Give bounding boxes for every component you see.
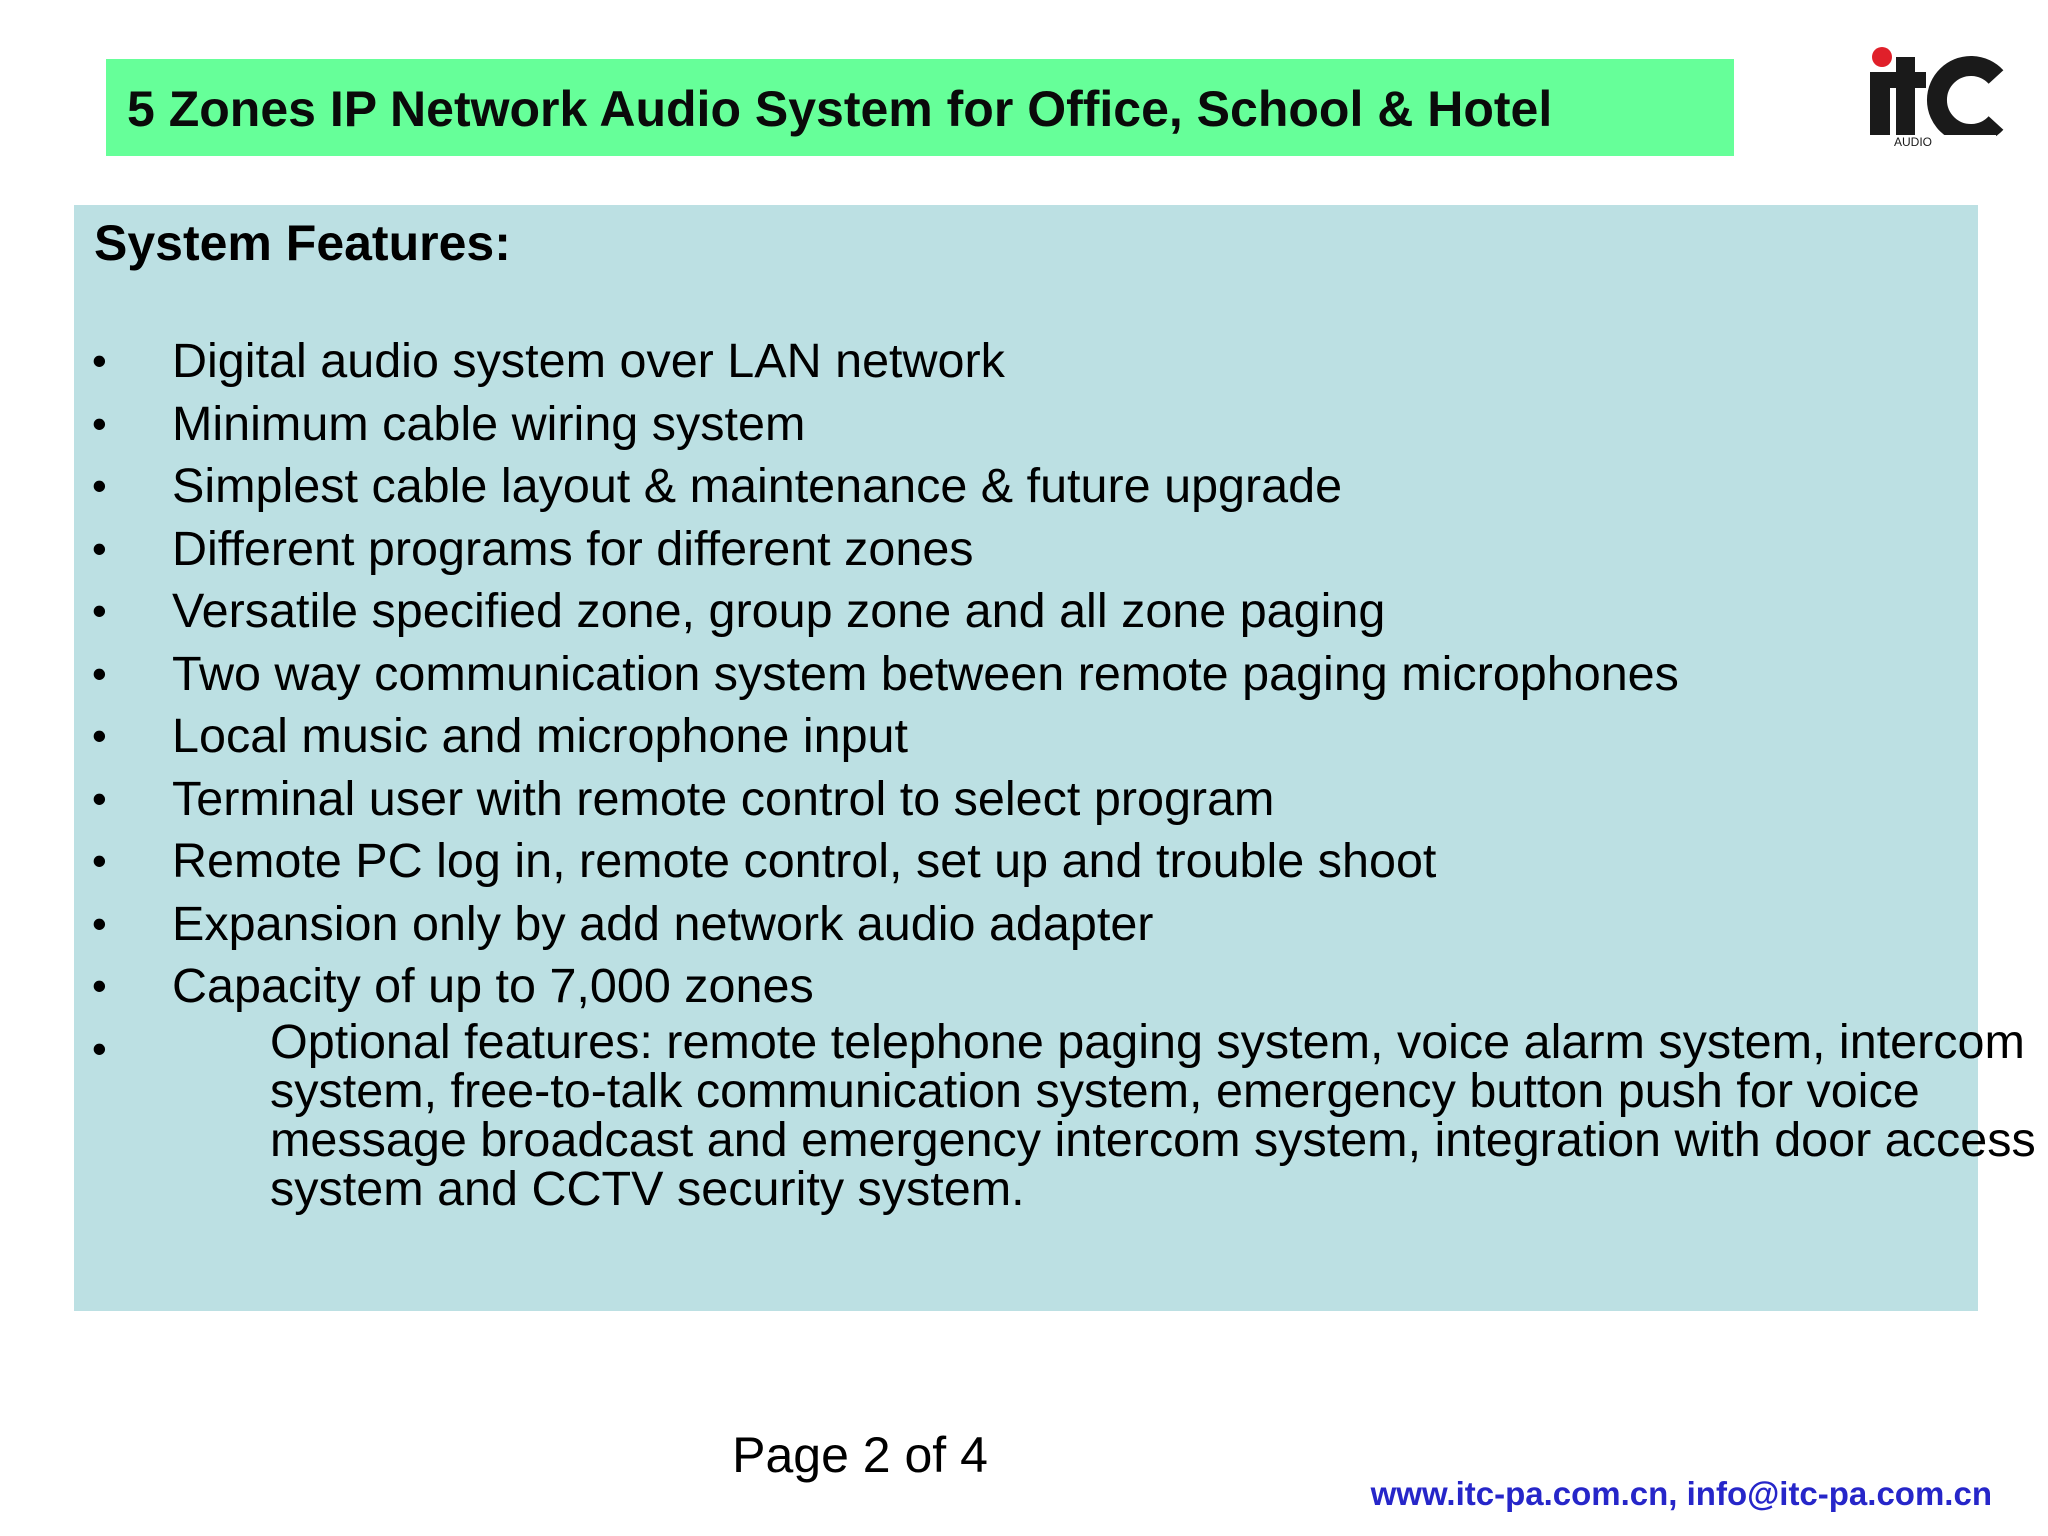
bullet-icon: • (92, 399, 107, 447)
itc-audio-logo (1868, 45, 2008, 150)
feature-text: Expansion only by add network audio adapter (172, 896, 1154, 951)
feature-text: Capacity of up to 7,000 zones (172, 959, 814, 1013)
feature-text: Simplest cable layout & maintenance & future upgrade (172, 459, 1343, 513)
bullet-icon: • (92, 649, 107, 697)
feature-item (74, 393, 1978, 456)
feature-text: Two way communication system between remote paging microphones (172, 646, 1679, 701)
feature-item (74, 893, 1978, 956)
feature-text: Versatile specified zone, group zone and all zone paging (172, 584, 1386, 638)
bullet-icon: • (92, 587, 107, 634)
feature-item (74, 455, 1978, 518)
itc-logo-icon (1868, 45, 2008, 150)
feature-item (74, 580, 1978, 643)
bullet-icon: • (92, 712, 107, 759)
features-panel (74, 205, 2036, 1311)
bullet-icon: • (92, 1024, 107, 1072)
feature-item (74, 330, 1978, 393)
feature-text: Minimum cable wiring system (172, 396, 806, 451)
document-title: 5 Zones IP Network Audio System for Office, School & Hotel (127, 81, 1553, 137)
feature-item (74, 643, 1978, 706)
logo-subtext: AUDIO (1894, 135, 1933, 149)
bullet-icon: • (92, 462, 107, 509)
bullet-icon: • (92, 962, 107, 1009)
feature-item (74, 1014, 2036, 1216)
bullet-icon: • (92, 774, 107, 822)
bullet-icon: • (92, 524, 107, 572)
feature-text: Optional features: remote telephone paging system, voice alarm system, intercom system, free-to-talk communication system, emergency button push for voice message broadcast and emergency intercom system, integration with door access system and CCTV security system. (270, 1014, 2036, 1216)
bullet-icon: • (92, 899, 107, 947)
page-number: Page 2 of 4 (732, 1427, 988, 1483)
feature-text: Terminal user with remote control to select program (172, 771, 1275, 826)
feature-item (74, 955, 1978, 1018)
feature-text: Different programs for different zones (172, 521, 974, 576)
features-heading: System Features: (94, 215, 511, 271)
feature-item (74, 768, 1978, 831)
feature-text: Remote PC log in, remote control, set up and trouble shoot (172, 834, 1437, 888)
contact-info: www.itc-pa.com.cn, info@itc-pa.com.cn (1370, 1475, 1992, 1512)
feature-item (74, 705, 1978, 768)
title-bar (106, 59, 1734, 156)
feature-item (74, 518, 1978, 581)
feature-text: Local music and microphone input (172, 709, 909, 763)
bullet-icon: • (92, 337, 107, 384)
feature-item (74, 830, 1978, 893)
feature-text: Digital audio system over LAN network (172, 334, 1005, 388)
features-list (74, 330, 2036, 1216)
bullet-icon: • (92, 837, 107, 884)
